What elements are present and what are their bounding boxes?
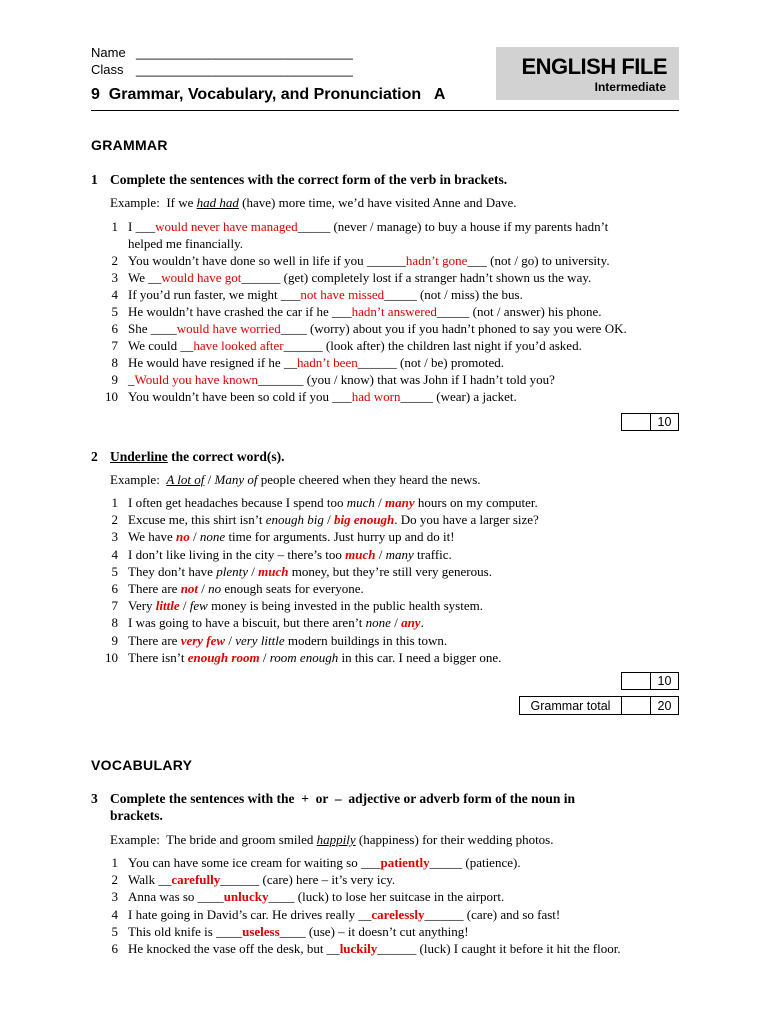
sentence-text: You wouldn’t have done so well in life if you ______: [128, 253, 406, 268]
sentence-text: Anna was so ____: [128, 889, 224, 905]
sentence-text: _: [128, 372, 135, 387]
sentence-text: _______ (you / know) that was John if I hadn’t told you?: [258, 372, 555, 387]
sentence-text: ____ (use) – it doesn’t cut anything!: [279, 923, 469, 939]
sentence-text: _____ (patience).: [429, 855, 521, 870]
gap-fill-sentence: [128, 236, 243, 252]
word-form-sentence: [128, 907, 560, 923]
english-file-logo: [496, 47, 679, 100]
page-title: 9 Grammar, Vocabulary, and Pronunciation A: [91, 86, 446, 103]
logo-main-text: ENGLISH FILE: [521, 54, 667, 79]
sentence-text: We __: [128, 270, 162, 285]
example-suffix: (happiness) for their wedding photos.: [355, 832, 554, 847]
gap-fill-sentence: [128, 338, 582, 354]
wrong-choice: none: [365, 615, 391, 631]
q3-example: [110, 832, 554, 848]
answer-text: hadn’t answered: [351, 304, 437, 319]
item-number: 2: [111, 872, 118, 888]
item-number: 6: [111, 941, 118, 956]
gap-fill-sentence: [128, 372, 555, 388]
sentence-text: time for arguments. Just hurry up and do it!: [225, 529, 455, 545]
choice-sentence: [128, 581, 364, 597]
sentence-text: ______ (luck) I caught it before it hit the floor.: [377, 941, 621, 956]
answer-text: have looked after: [193, 338, 284, 353]
example-prefix: Example:: [110, 472, 167, 487]
item-number: 4: [111, 906, 118, 922]
item-number: 7: [111, 338, 118, 353]
item-number: 7: [111, 598, 118, 614]
sentence-text: modern buildings in this town.: [284, 632, 448, 648]
example-suffix: people cheered when they heard the news.: [257, 472, 481, 487]
sentence-text: /: [390, 615, 402, 631]
sentence-text: ______ (care) here – it’s very icy.: [220, 872, 396, 888]
logo-sub-text: Intermediate: [594, 80, 666, 94]
sentence-text: They don’t have: [128, 563, 217, 579]
example-answer: had had: [196, 195, 239, 210]
q1-score: 10: [657, 415, 672, 429]
correct-choice: much: [345, 546, 376, 562]
sentence-text: . Do you have a larger size?: [394, 512, 539, 528]
sentence-text: _____ (wear) a jacket.: [400, 389, 517, 404]
wrong-choice: none: [199, 529, 226, 545]
wrong-choice: room enough: [269, 649, 339, 665]
gap-fill-sentence: [128, 389, 517, 405]
sentence-text: money is being invested in the public health system.: [207, 598, 483, 614]
q1-score-box: [621, 413, 679, 431]
gap-fill-sentence: [128, 321, 627, 337]
answer-text: would have got: [161, 270, 242, 285]
item-number: 1: [111, 219, 118, 234]
sentence-text: /: [198, 581, 209, 596]
q1-score-blank[interactable]: [622, 414, 651, 430]
sentence-text: /: [189, 529, 200, 545]
vocabulary-heading: VOCABULARY: [91, 757, 193, 773]
sentence-text: He would have resigned if he __: [128, 355, 297, 370]
item-number: 2: [111, 253, 118, 268]
choice-sentence: [128, 615, 424, 631]
sentence-text: ____ (luck) to lose her suitcase in the airport.: [268, 889, 505, 905]
answer-text: patiently: [380, 855, 430, 870]
gap-fill-sentence: [128, 253, 610, 269]
answer-text: had worn: [351, 389, 401, 404]
sentence-text: ______ (get) completely lost if a stranger hadn’t shown us the way.: [241, 270, 592, 285]
answer-text: carefully: [171, 872, 221, 888]
sentence-text: I hate going in David’s car. He drives really __: [128, 906, 372, 922]
sentence-text: I ___: [128, 219, 156, 234]
sentence-text: ______ (care) and so fast!: [424, 906, 561, 922]
example-suffix: (have) more time, we’d have visited Anne and Dave.: [238, 195, 517, 210]
item-number: 9: [111, 632, 118, 648]
choice-sentence: [128, 529, 455, 545]
wrong-choice: much: [346, 495, 375, 510]
sentence-text: _____ (not / answer) his phone.: [436, 304, 602, 319]
grammar-total-label: Grammar total: [520, 697, 622, 714]
choice-sentence: [128, 495, 538, 511]
sentence-text: hours on my computer.: [414, 495, 538, 510]
word-form-sentence: [128, 941, 621, 957]
q2-instruction-underlined: Underline: [110, 449, 168, 464]
example-answer: A lot of: [166, 472, 205, 487]
correct-choice: little: [155, 598, 180, 614]
q3-number: 3: [91, 791, 98, 806]
sentence-text: /: [323, 512, 334, 528]
gap-fill-sentence: [128, 219, 608, 235]
sentence-text: He wouldn’t have crashed the car if he ___: [128, 304, 352, 319]
choice-sentence: [128, 598, 483, 614]
sentence-text: This old knife is ____: [128, 923, 243, 939]
wrong-choice: enough big: [265, 512, 324, 528]
item-number: 3: [111, 529, 118, 545]
header-divider: [91, 110, 679, 111]
class-field[interactable]: ______________________________: [136, 62, 353, 77]
choice-sentence: [128, 547, 452, 563]
correct-choice: big enough: [333, 512, 395, 528]
sentence-text: You wouldn’t have been so cold if you ___: [128, 389, 352, 404]
item-number: 8: [111, 615, 118, 631]
item-number: 4: [111, 287, 118, 302]
item-number: 10: [105, 649, 118, 665]
sentence-text: Excuse me, this shirt isn’t: [128, 512, 266, 528]
gap-fill-sentence: [128, 270, 591, 286]
grammar-total-score: 20: [657, 698, 672, 713]
grammar-total-blank[interactable]: [622, 697, 651, 714]
q2-score-blank[interactable]: [622, 673, 651, 689]
item-number: 10: [105, 389, 118, 404]
gap-fill-sentence: [128, 287, 523, 303]
grammar-heading: GRAMMAR: [91, 137, 168, 153]
correct-choice: any: [401, 615, 421, 631]
word-form-sentence: [128, 855, 521, 871]
sentence-text: Very: [128, 598, 156, 614]
sentence-text: I don’t like living in the city – there’s too: [128, 546, 346, 562]
example-answer: happily: [316, 832, 356, 847]
choice-sentence: [128, 633, 447, 649]
example-prefix: Example: The bride and groom smiled: [110, 832, 317, 847]
word-form-sentence: [128, 889, 504, 905]
answer-text: luckily: [339, 941, 378, 956]
sentence-text: /: [374, 495, 386, 510]
sentence-text: We could __: [128, 338, 194, 353]
correct-choice: much: [258, 563, 289, 579]
sentence-text: We have: [128, 529, 177, 545]
sentence-text: in this car. I need a bigger one.: [338, 649, 502, 665]
sentence-text: You can have some ice cream for waiting so ___: [128, 855, 381, 870]
choice-sentence: [128, 564, 492, 580]
answer-text: would have worried: [176, 321, 281, 336]
sentence-text: Walk __: [128, 872, 172, 888]
example-prefix: Example: If we: [110, 195, 197, 210]
answer-text: would never have managed: [155, 219, 298, 234]
sentence-text: There isn’t: [128, 649, 188, 665]
sentence-text: /: [259, 649, 270, 665]
sentence-text: There are: [128, 581, 181, 596]
answer-text: carelessly: [371, 906, 425, 922]
q3-instruction-line2: brackets.: [110, 808, 163, 823]
name-field[interactable]: ______________________________: [136, 45, 353, 60]
sentence-text: /: [375, 546, 386, 562]
gap-fill-sentence: [128, 304, 602, 320]
wrong-choice: few: [189, 598, 208, 614]
item-number: 5: [111, 923, 118, 939]
q1-example: [110, 195, 517, 211]
item-number: 1: [111, 495, 118, 510]
grammar-total-box: [519, 696, 679, 715]
correct-choice: no: [176, 529, 190, 545]
q1-instruction: Complete the sentences with the correct form of the verb in brackets.: [110, 172, 508, 187]
q2-score: 10: [657, 674, 672, 688]
q2-instruction-rest: the correct word(s).: [167, 449, 285, 464]
sentence-text: There are: [128, 632, 181, 648]
q2-instruction: [110, 449, 284, 465]
item-number: 4: [111, 546, 118, 562]
sentence-text: ______ (look after) the children last night if you’d asked.: [283, 338, 582, 353]
choice-sentence: [128, 650, 501, 666]
item-number: 6: [111, 321, 118, 336]
wrong-choice: no: [208, 581, 222, 596]
item-number: 1: [111, 855, 118, 870]
q2-number: 2: [91, 449, 98, 464]
word-form-sentence: [128, 924, 469, 940]
sentence-text: /: [179, 598, 190, 614]
sentence-text: helped me financially.: [128, 236, 244, 251]
sentence-text: _____ (not / miss) the bus.: [384, 287, 523, 302]
wrong-choice: very little: [235, 632, 285, 648]
answer-text: unlucky: [223, 889, 269, 905]
sentence-text: money, but they’re still very generous.: [288, 563, 492, 579]
example-slash: /: [204, 472, 215, 487]
class-label: Class: [91, 62, 124, 77]
q1-number: 1: [91, 172, 98, 187]
correct-choice: not: [180, 581, 199, 596]
sentence-text: enough seats for everyone.: [221, 581, 364, 596]
word-form-sentence: [128, 872, 395, 888]
sentence-text: I was going to have a biscuit, but there aren’t: [128, 615, 366, 631]
answer-text: useless: [242, 923, 280, 939]
answer-text: Would you have known: [134, 372, 259, 387]
sentence-text: ____ (worry) about you if you hadn’t phoned to say you were OK.: [280, 321, 627, 336]
item-number: 6: [111, 581, 118, 596]
sentence-text: /: [247, 563, 259, 579]
sentence-text: He knocked the vase off the desk, but __: [128, 941, 340, 956]
correct-choice: many: [385, 495, 415, 510]
sentence-text: If you’d run faster, we might ___: [128, 287, 301, 302]
q3-instruction-line1: Complete the sentences with the + or – adjective or adverb form of the noun in: [110, 791, 576, 806]
q2-example: [110, 472, 481, 488]
sentence-text: /: [225, 632, 236, 648]
item-number: 3: [111, 270, 118, 285]
item-number: 5: [111, 563, 118, 579]
item-number: 2: [111, 512, 118, 528]
name-label: Name: [91, 45, 126, 60]
sentence-text: traffic.: [413, 546, 452, 562]
answer-text: hadn’t gone: [405, 253, 468, 268]
gap-fill-sentence: [128, 355, 504, 371]
answer-text: hadn’t been: [296, 355, 358, 370]
item-number: 5: [111, 304, 118, 319]
item-number: 3: [111, 889, 118, 905]
wrong-choice: plenty: [216, 563, 248, 579]
answer-text: not have missed: [300, 287, 385, 302]
correct-choice: enough room: [187, 649, 260, 665]
correct-choice: very few: [180, 632, 226, 648]
item-number: 8: [111, 355, 118, 370]
choice-sentence: [128, 512, 539, 528]
item-number: 9: [111, 372, 118, 387]
sentence-text: She ____: [128, 321, 177, 336]
sentence-text: .: [420, 615, 424, 631]
example-alternative: Many of: [214, 472, 258, 487]
sentence-text: _____ (never / manage) to buy a house if my parents hadn’t: [297, 219, 609, 234]
q2-score-box: [621, 672, 679, 690]
sentence-text: ___ (not / go) to university.: [467, 253, 610, 268]
sentence-text: I often get headaches because I spend too: [128, 495, 347, 510]
sentence-text: ______ (not / be) promoted.: [357, 355, 504, 370]
wrong-choice: many: [385, 546, 414, 562]
